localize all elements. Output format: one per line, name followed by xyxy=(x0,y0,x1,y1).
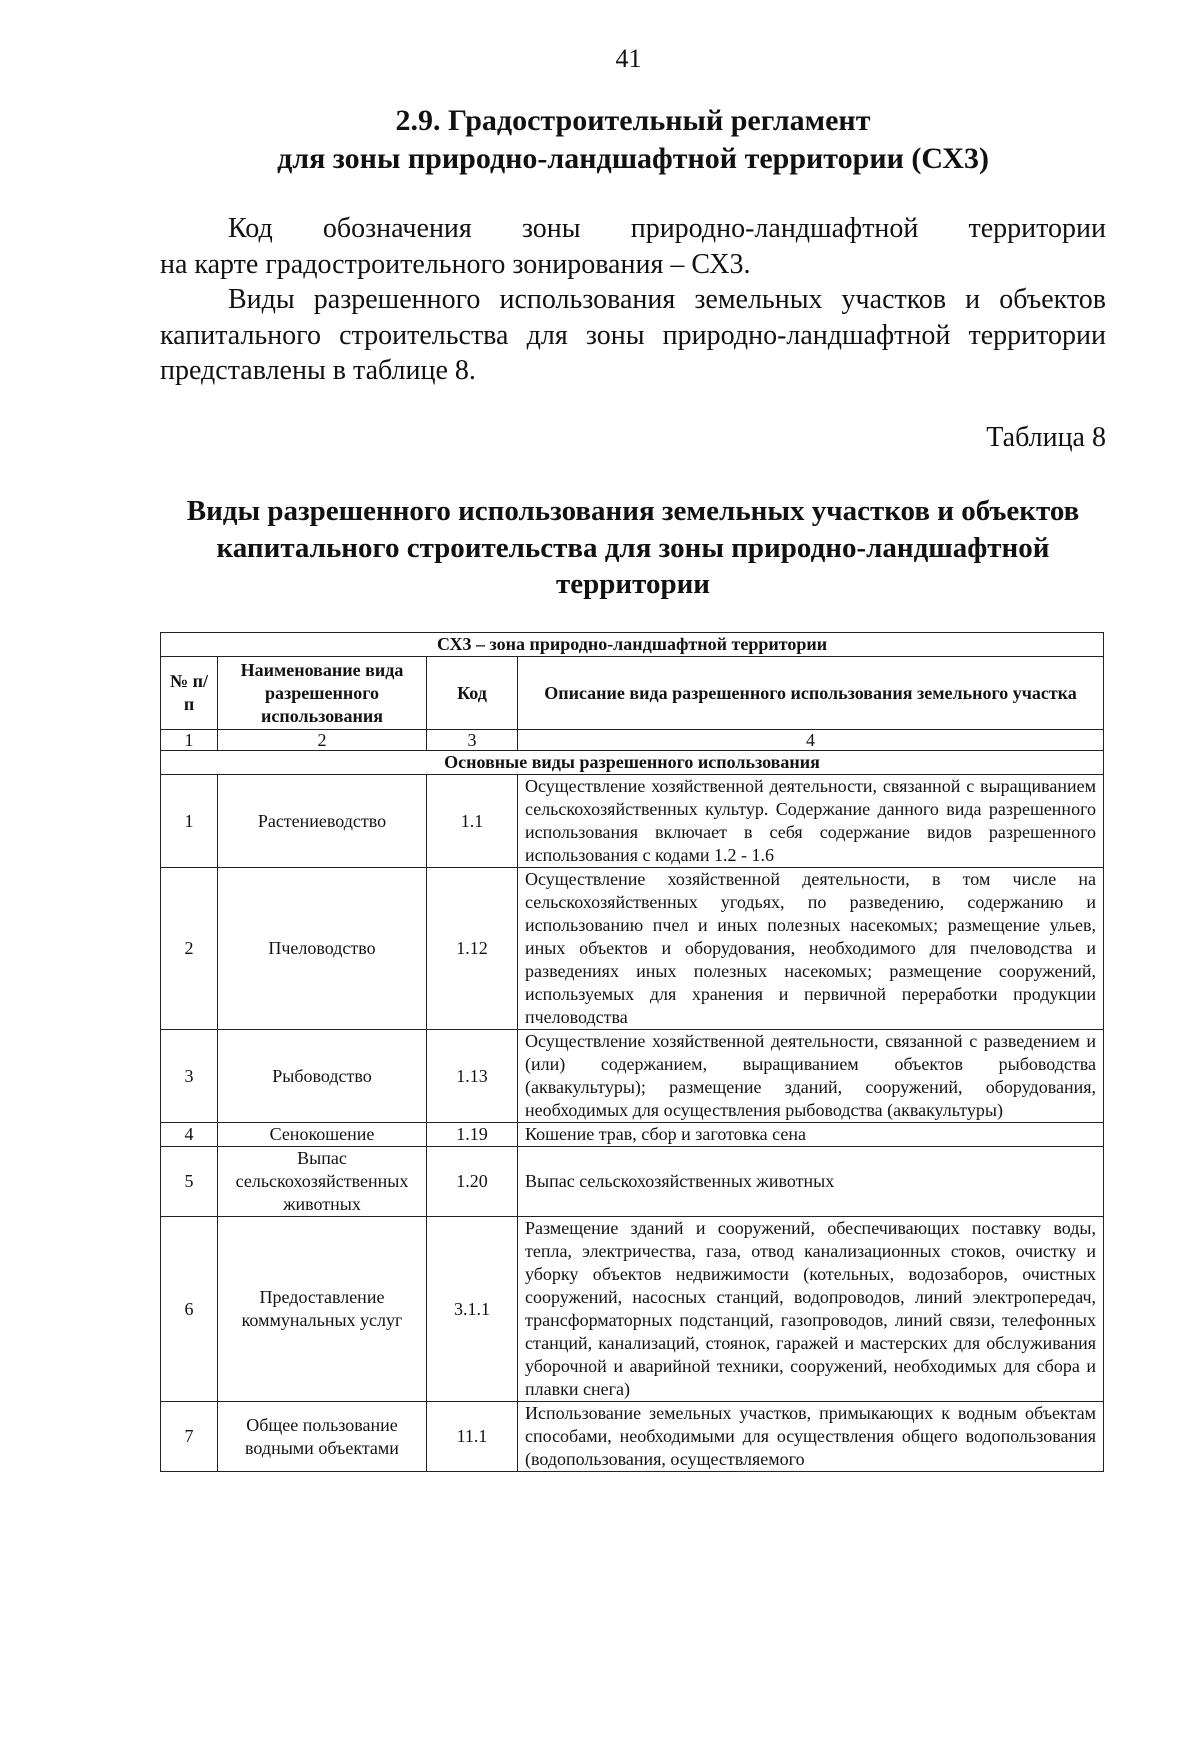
table-row xyxy=(161,1147,1104,1217)
group-header-cell: Основные виды разрешенного использования xyxy=(161,751,1104,775)
row-code-cell: 1.19 xyxy=(427,1123,518,1147)
paragraph-permitted-uses xyxy=(160,282,1106,389)
column-number-cell: 4 xyxy=(518,730,1104,751)
section-title-line: 2.9. Градостроительный регламент xyxy=(395,104,871,137)
row-number-cell: 7 xyxy=(161,1402,218,1472)
row-description-cell: Размещение зданий и сооружений, обеспечивающих поставку воды, тепла, электричества, газа, отвод канализационных стоков, очистку и уборку объектов недвижимости (котельных, водозаборов, очистных сооружений, насосных станций, водопроводов, линий электропередач, трансформаторных подстанций, газопроводов, линий связи, телефонных станций, канализаций, стоянок, гаражей и мастерских для обслуживания уборочной и аварийной техники, сооружений, необходимых для сбора и плавки снега) xyxy=(518,1217,1104,1402)
row-name-cell: Рыбоводство xyxy=(218,1030,427,1123)
row-name-cell: Общее пользование водными объектами xyxy=(218,1402,427,1472)
table-title-line: территории xyxy=(556,568,710,600)
row-number-cell: 1 xyxy=(161,775,218,868)
row-code-cell: 3.1.1 xyxy=(427,1217,518,1402)
table-row xyxy=(161,1217,1104,1402)
table-column-header-row xyxy=(161,657,1104,730)
paragraph-text: Виды разрешенного использования земельных участков и объектов капитального строительства для зоны природно-ландшафтной территории представлены в таблице 8. xyxy=(160,284,1106,386)
row-description-cell: Выпас сельскохозяйственных животных xyxy=(518,1147,1104,1217)
column-number-cell: 1 xyxy=(161,730,218,751)
table-row xyxy=(161,1123,1104,1147)
table-zone-header-row xyxy=(161,633,1104,657)
column-number-cell: 2 xyxy=(218,730,427,751)
row-description-cell: Осуществление хозяйственной деятельности, связанной с разведением и (или) содержанием, выращиванием объектов рыбоводства (аквакультуры); размещение зданий, сооружений, оборудования, необходимых для осуществления рыбоводства (аквакультуры) xyxy=(518,1030,1104,1123)
row-number-cell: 4 xyxy=(161,1123,218,1147)
row-code-cell: 1.12 xyxy=(427,868,518,1030)
section-title xyxy=(160,102,1106,178)
column-header-code: Код xyxy=(427,657,518,730)
section-title-line: для зоны природно-ландшафтной территории (СХ3) xyxy=(277,142,989,175)
row-code-cell: 1.20 xyxy=(427,1147,518,1217)
table-title xyxy=(160,493,1106,603)
row-number-cell: 6 xyxy=(161,1217,218,1402)
paragraph-zone-code-continued: на карте градостроительного зонирования – СХ3. xyxy=(160,249,751,280)
zone-header-cell: СХ3 – зона природно-ландшафтной территории xyxy=(161,633,1104,657)
page-number: 41 xyxy=(615,44,642,73)
row-code-cell: 1.1 xyxy=(427,775,518,868)
table-group-header-row xyxy=(161,751,1104,775)
row-description-cell: Осуществление хозяйственной деятельности, в том числе на сельскохозяйственных угодьях, по разведению, содержанию и использованию пчел и иных полезных насекомых; размещение ульев, иных объектов и оборудования, необходимого для пчеловодства и разведениях иных полезных насекомых; размещение сооружений, используемых для хранения и первичной переработки продукции пчеловодства xyxy=(518,868,1104,1030)
table-row xyxy=(161,775,1104,868)
row-description-cell: Осуществление хозяйственной деятельности, связанной с выращиванием сельскохозяйственных культур. Содержание данного вида разрешенного использования включает в себя содержание видов разрешенного использования с кодами 1.2 - 1.6 xyxy=(518,775,1104,868)
row-name-cell: Выпас сельскохозяйственных животных xyxy=(218,1147,427,1217)
row-name-cell: Предоставление коммунальных услуг xyxy=(218,1217,427,1402)
permitted-uses-table xyxy=(160,632,1104,1472)
row-description-cell: Кошение трав, сбор и заготовка сена xyxy=(518,1123,1104,1147)
row-code-cell: 11.1 xyxy=(427,1402,518,1472)
row-number-cell: 5 xyxy=(161,1147,218,1217)
column-header-description: Описание вида разрешенного использования земельного участка xyxy=(518,657,1104,730)
table-column-number-row xyxy=(161,730,1104,751)
row-name-cell: Пчеловодство xyxy=(218,868,427,1030)
table-label: Таблица 8 xyxy=(986,422,1106,453)
paragraph-zone-code xyxy=(160,211,1106,247)
column-header-number: № п/п xyxy=(161,657,218,730)
row-number-cell: 2 xyxy=(161,868,218,1030)
column-header-name: Наименование вида разрешенного использования xyxy=(218,657,427,730)
table-row xyxy=(161,868,1104,1030)
row-description-cell: Использование земельных участков, примыкающих к водным объектам способами, необходимыми для осуществления общего водопользования (водопользования, осуществляемого xyxy=(518,1402,1104,1472)
table-title-line: Виды разрешенного использования земельных участков и объектов xyxy=(186,495,1080,527)
row-number-cell: 3 xyxy=(161,1030,218,1123)
column-number-cell: 3 xyxy=(427,730,518,751)
paragraph-text: Код обозначения зоны природно-ландшафтной территории xyxy=(228,213,1106,244)
table-title-line: капитального строительства для зоны природно-ландшафтной xyxy=(216,531,1050,564)
table-row xyxy=(161,1030,1104,1123)
table-row xyxy=(161,1402,1104,1472)
row-code-cell: 1.13 xyxy=(427,1030,518,1123)
row-name-cell: Сенокошение xyxy=(218,1123,427,1147)
row-name-cell: Растениеводство xyxy=(218,775,427,868)
